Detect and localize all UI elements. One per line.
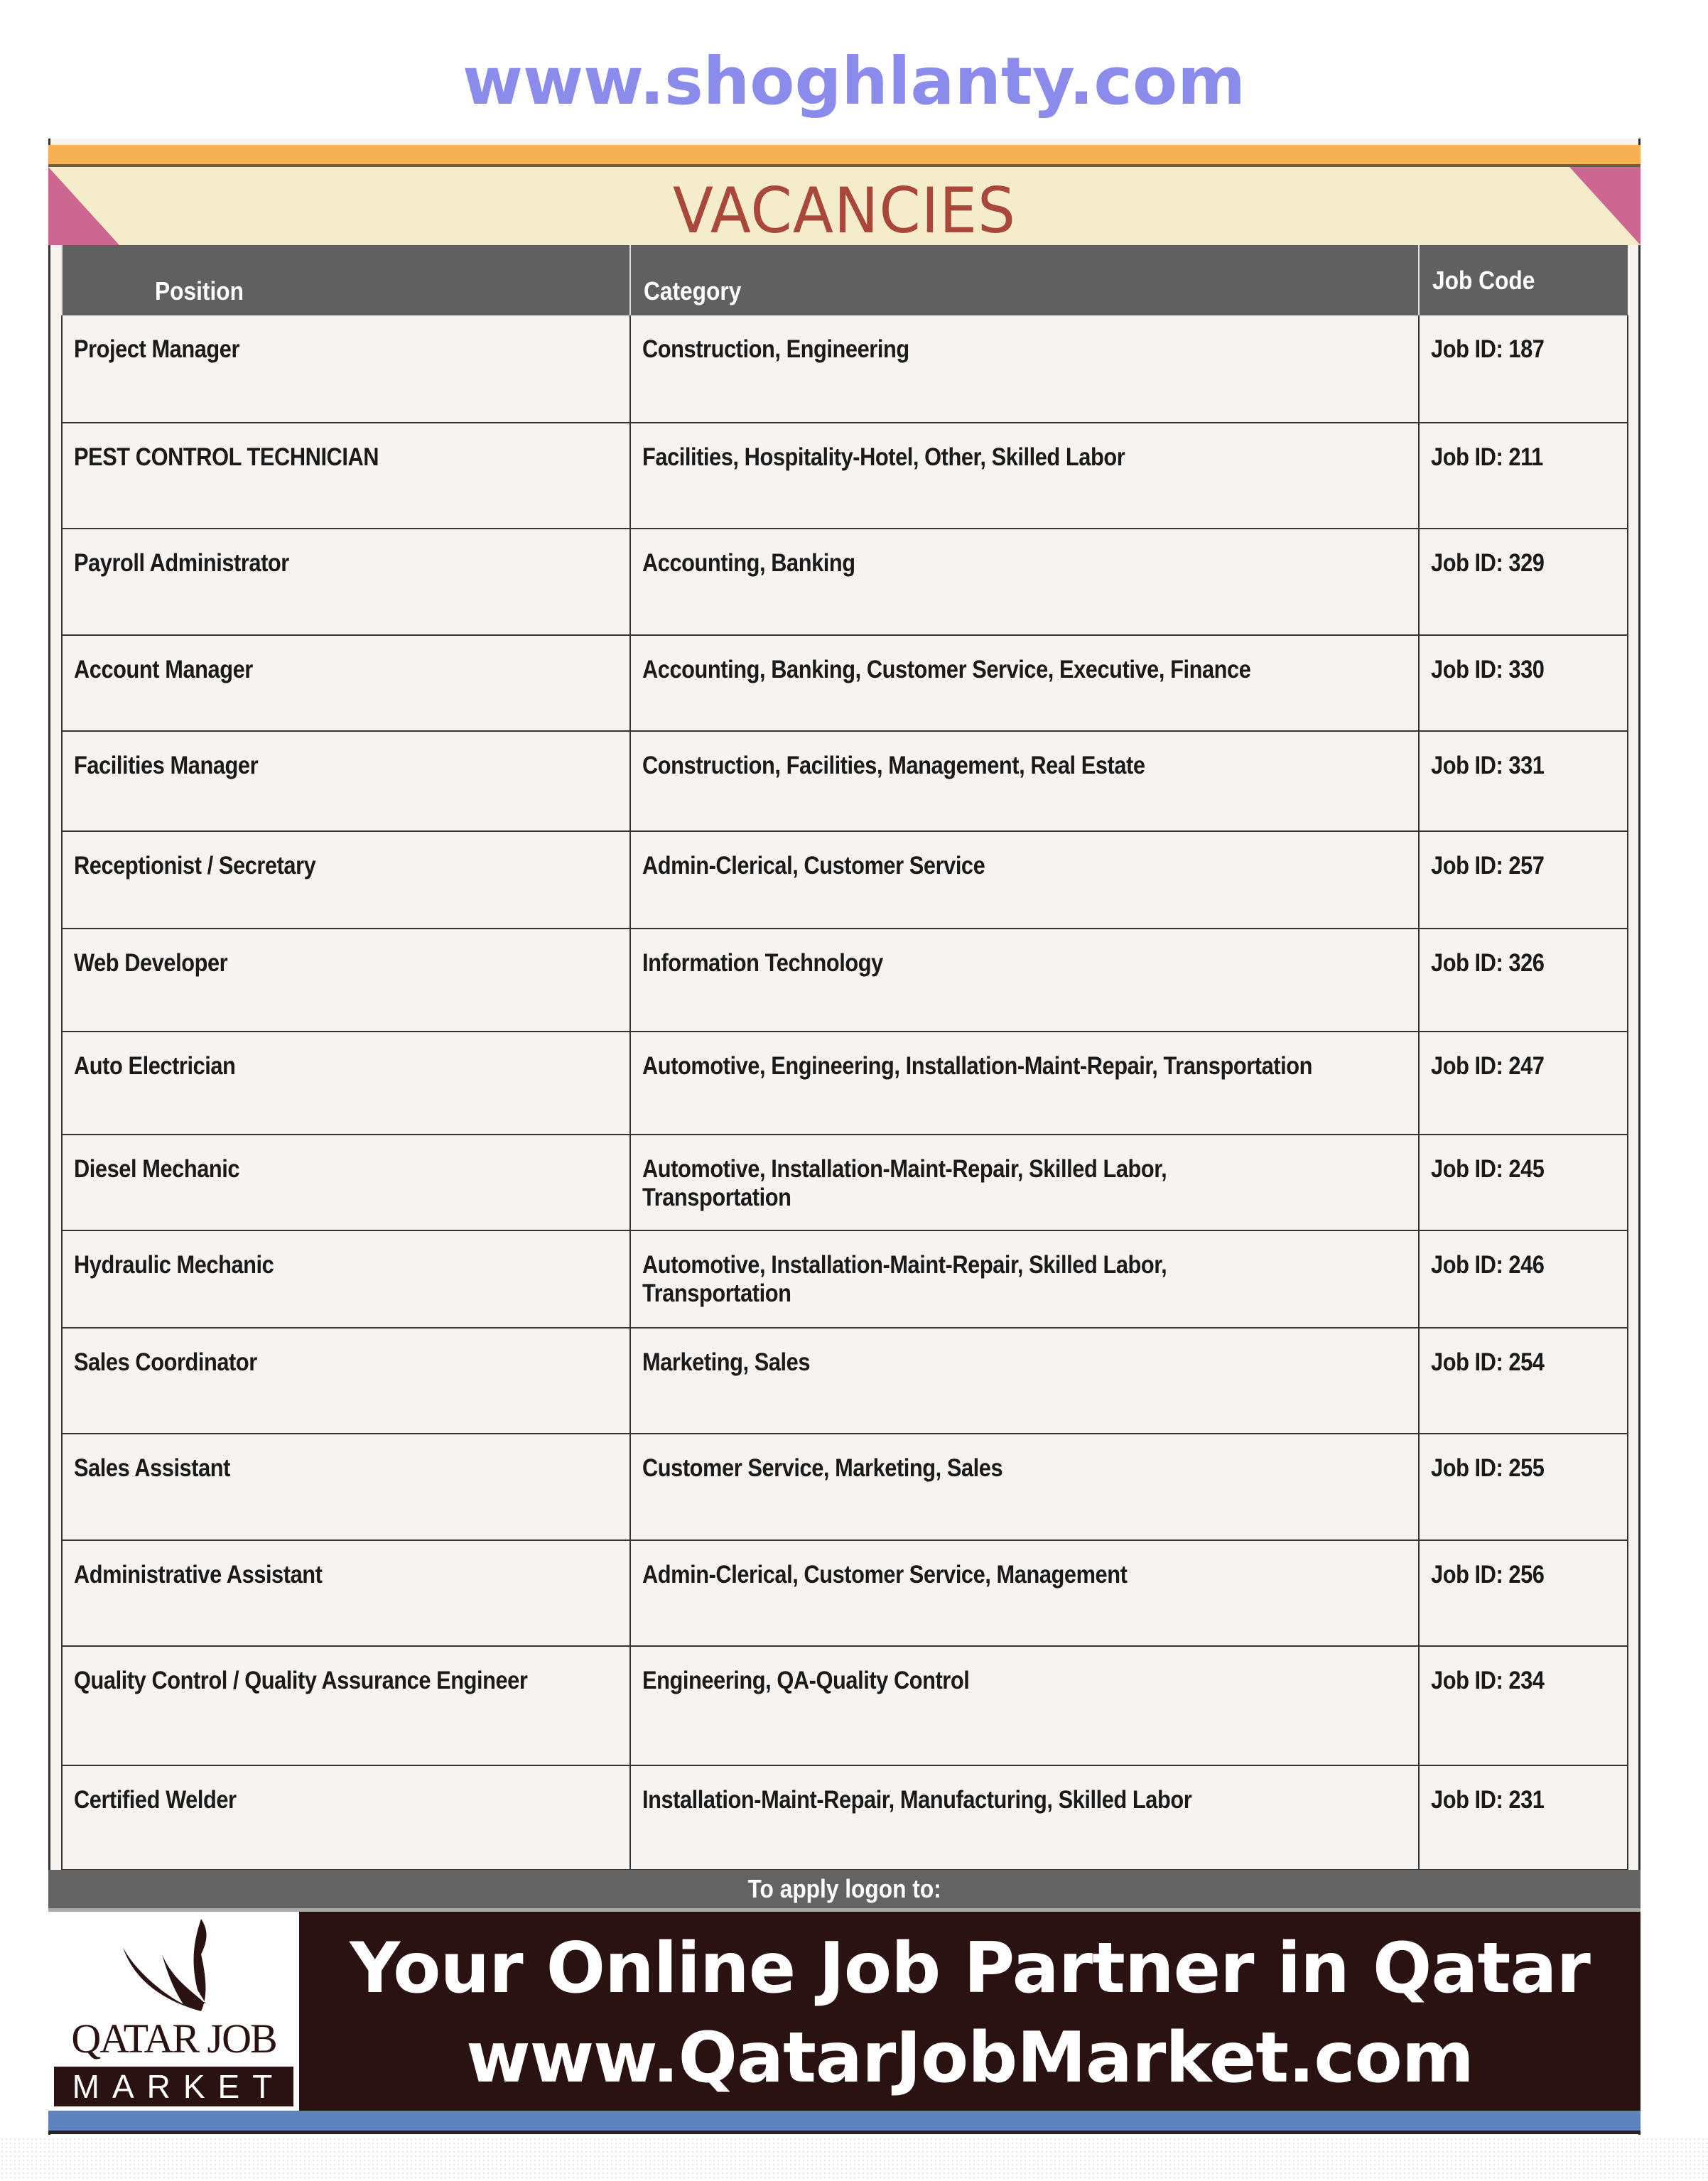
job-code-cell: Job ID: 254 bbox=[1419, 1328, 1628, 1434]
falcon-icon bbox=[48, 1912, 299, 2015]
page-title: VACANCIES bbox=[672, 174, 1017, 245]
category-cell: Installation-Maint-Repair, Manufacturing, Skilled Labor bbox=[630, 1765, 1419, 1870]
website-link[interactable]: www.QatarJobMarket.com bbox=[466, 2018, 1474, 2099]
table-row bbox=[62, 1032, 1628, 1135]
table-row bbox=[62, 929, 1628, 1032]
footer-banner bbox=[48, 1912, 1641, 2111]
top-accent-bar bbox=[48, 145, 1641, 167]
column-header-position: Position bbox=[62, 245, 630, 315]
table-row bbox=[62, 831, 1628, 929]
position-cell: PEST CONTROL TECHNICIAN bbox=[62, 423, 630, 529]
category-cell: Facilities, Hospitality-Hotel, Other, Skilled Labor bbox=[630, 423, 1419, 529]
table-row bbox=[62, 1135, 1628, 1230]
table-row bbox=[62, 1434, 1628, 1540]
position-cell: Receptionist / Secretary bbox=[62, 831, 630, 929]
position-cell: Hydraulic Mechanic bbox=[62, 1230, 630, 1328]
job-code-cell: Job ID: 234 bbox=[1419, 1646, 1628, 1765]
position-cell: Diesel Mechanic bbox=[62, 1135, 630, 1230]
position-cell: Facilities Manager bbox=[62, 731, 630, 831]
apply-label: To apply logon to: bbox=[48, 1870, 1641, 1912]
position-cell: Administrative Assistant bbox=[62, 1540, 630, 1646]
table-row bbox=[62, 635, 1628, 731]
table-row bbox=[62, 315, 1628, 423]
position-cell: Quality Control / Quality Assurance Engineer bbox=[62, 1646, 630, 1765]
table-row bbox=[62, 1765, 1628, 1870]
job-code-cell: Job ID: 247 bbox=[1419, 1032, 1628, 1135]
column-header-category: Category bbox=[630, 245, 1419, 315]
category-cell: Admin-Clerical, Customer Service bbox=[630, 831, 1419, 929]
category-cell: Accounting, Banking bbox=[630, 529, 1419, 635]
position-cell: Auto Electrician bbox=[62, 1032, 630, 1135]
category-cell: Construction, Facilities, Management, Real Estate bbox=[630, 731, 1419, 831]
job-code-cell: Job ID: 246 bbox=[1419, 1230, 1628, 1328]
job-code-cell: Job ID: 329 bbox=[1419, 529, 1628, 635]
job-code-cell: Job ID: 187 bbox=[1419, 315, 1628, 423]
category-cell: Engineering, QA-Quality Control bbox=[630, 1646, 1419, 1765]
job-code-cell: Job ID: 245 bbox=[1419, 1135, 1628, 1230]
table-row bbox=[62, 1328, 1628, 1434]
position-cell: Certified Welder bbox=[62, 1765, 630, 1870]
job-code-cell: Job ID: 231 bbox=[1419, 1765, 1628, 1870]
category-cell: Marketing, Sales bbox=[630, 1328, 1419, 1434]
category-cell: Accounting, Banking, Customer Service, Executive, Finance bbox=[630, 635, 1419, 731]
position-cell: Sales Assistant bbox=[62, 1434, 630, 1540]
table-header-row bbox=[62, 245, 1628, 315]
watermark: www.shoghlanty.com bbox=[462, 43, 1246, 119]
job-code-cell: Job ID: 326 bbox=[1419, 929, 1628, 1032]
job-code-cell: Job ID: 330 bbox=[1419, 635, 1628, 731]
column-header-job-code: Job Code bbox=[1419, 245, 1628, 315]
position-cell: Project Manager bbox=[62, 315, 630, 423]
table-row bbox=[62, 1646, 1628, 1765]
table-row bbox=[62, 1230, 1628, 1328]
job-code-cell: Job ID: 211 bbox=[1419, 423, 1628, 529]
table-row bbox=[62, 731, 1628, 831]
table-row bbox=[62, 1540, 1628, 1646]
page-bottom-pattern bbox=[0, 2137, 1708, 2181]
vacancies-table bbox=[61, 245, 1628, 1871]
category-cell: Customer Service, Marketing, Sales bbox=[630, 1434, 1419, 1540]
tagline: Your Online Job Partner in Qatar bbox=[350, 1928, 1590, 2009]
category-cell: Automotive, Installation-Maint-Repair, Skilled Labor, Transportation bbox=[630, 1135, 1419, 1230]
title-banner bbox=[48, 167, 1641, 245]
table-row bbox=[62, 423, 1628, 529]
category-cell: Automotive, Engineering, Installation-Maint-Repair, Transportation bbox=[630, 1032, 1419, 1135]
category-cell: Admin-Clerical, Customer Service, Management bbox=[630, 1540, 1419, 1646]
position-cell: Account Manager bbox=[62, 635, 630, 731]
position-cell: Web Developer bbox=[62, 929, 630, 1032]
qatar-job-market-logo: QATAR JOB MARKET bbox=[48, 1912, 299, 2111]
table-row bbox=[62, 529, 1628, 635]
category-cell: Automotive, Installation-Maint-Repair, Skilled Labor, Transportation bbox=[630, 1230, 1419, 1328]
job-code-cell: Job ID: 331 bbox=[1419, 731, 1628, 831]
position-cell: Sales Coordinator bbox=[62, 1328, 630, 1434]
job-code-cell: Job ID: 256 bbox=[1419, 1540, 1628, 1646]
category-cell: Information Technology bbox=[630, 929, 1419, 1032]
position-cell: Payroll Administrator bbox=[62, 529, 630, 635]
job-code-cell: Job ID: 255 bbox=[1419, 1434, 1628, 1540]
bottom-accent-bar bbox=[48, 2111, 1641, 2134]
category-cell: Construction, Engineering bbox=[630, 315, 1419, 423]
job-code-cell: Job ID: 257 bbox=[1419, 831, 1628, 929]
